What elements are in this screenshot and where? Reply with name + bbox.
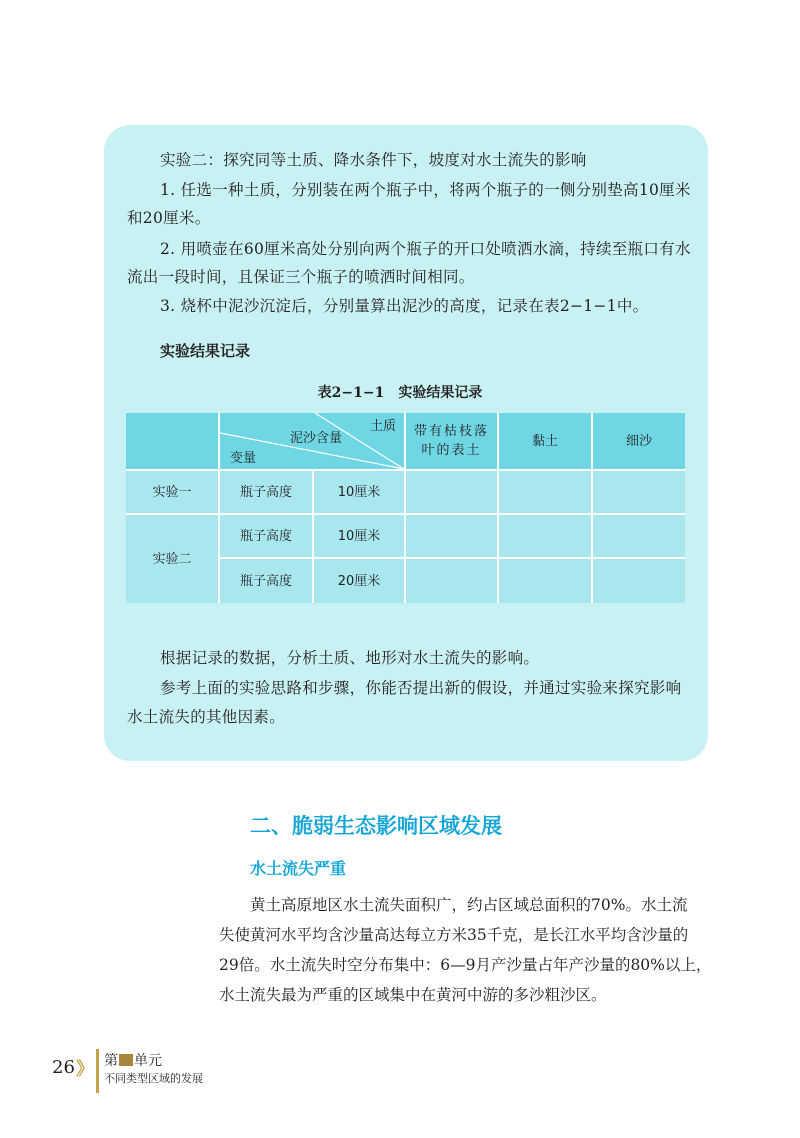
row-group-2: 实验二 bbox=[126, 515, 218, 603]
page-arrows-icon: 》 bbox=[76, 1059, 94, 1080]
section-title: 二、脆弱生态影响区域发展 bbox=[250, 814, 502, 838]
row-2-clay bbox=[499, 515, 591, 557]
diag-label-sediment: 泥沙含量 bbox=[290, 431, 343, 446]
row-1-clay bbox=[499, 471, 591, 513]
row-group-1: 实验一 bbox=[126, 471, 218, 513]
row-2-variable: 瓶子高度 bbox=[220, 515, 312, 557]
row-1-variable: 瓶子高度 bbox=[220, 471, 312, 513]
unit-subtitle: 不同类型区域的发展 bbox=[104, 1072, 203, 1085]
row-1-topsoil bbox=[406, 471, 497, 513]
extend-line-2: 水土流失的其他因素。 bbox=[127, 708, 286, 726]
step-3: 3. 烧杯中泥沙沉淀后，分别量算出泥沙的高度，记录在表2−1−1中。 bbox=[160, 297, 649, 315]
col-header-sand: 细沙 bbox=[593, 413, 685, 469]
diag-label-variable: 变量 bbox=[230, 451, 257, 466]
row-2-sand bbox=[593, 515, 685, 557]
footer-divider bbox=[96, 1049, 99, 1093]
row-3-topsoil bbox=[406, 559, 497, 603]
unit-number-mark bbox=[119, 1054, 133, 1066]
step-2-line-1: 2. 用喷壶在60厘米高处分别向两个瓶子的开口处喷洒水滴，持续至瓶口有水 bbox=[160, 240, 691, 258]
col-header-topsoil: 带有枯枝落叶的表土 bbox=[406, 413, 497, 469]
results-label: 实验结果记录 bbox=[160, 342, 251, 360]
results-table bbox=[126, 413, 685, 603]
row-3-value: 20厘米 bbox=[314, 559, 404, 603]
row-1-sand bbox=[593, 471, 685, 513]
analysis-text: 根据记录的数据，分析土质、地形对水土流失的影响。 bbox=[160, 649, 540, 667]
step-2-line-2: 流出一段时间，且保证三个瓶子的喷洒时间相同。 bbox=[127, 268, 475, 286]
step-1-line-1: 1. 任选一种土质，分别装在两个瓶子中，将两个瓶子的一侧分别垫高10厘米 bbox=[160, 181, 691, 199]
body-line-4: 水土流失最为严重的区域集中在黄河中游的多沙粗沙区。 bbox=[219, 986, 607, 1004]
diag-label-soil: 土质 bbox=[370, 419, 397, 434]
row-2-value: 10厘米 bbox=[314, 515, 404, 557]
unit-suffix: 单元 bbox=[134, 1053, 162, 1069]
step-1-line-2: 和20厘米。 bbox=[127, 209, 211, 227]
unit-prefix: 第 bbox=[104, 1053, 118, 1069]
row-3-sand bbox=[593, 559, 685, 603]
experiment-heading: 实验二：探究同等土质、降水条件下，坡度对水土流失的影响 bbox=[160, 151, 587, 169]
header-corner-left bbox=[126, 413, 218, 469]
row-3-variable: 瓶子高度 bbox=[220, 559, 312, 603]
body-line-2: 失使黄河水平均含沙量高达每立方米35千克，是长江水平均含沙量的 bbox=[219, 926, 689, 944]
col-header-clay: 黏土 bbox=[499, 413, 591, 469]
body-line-1: 黄土高原地区水土流失面积广，约占区域总面积的70%。水土流 bbox=[250, 896, 688, 914]
page-number: 26 bbox=[52, 1057, 75, 1078]
header-diagonal-cell bbox=[220, 413, 404, 469]
subsection-title: 水土流失严重 bbox=[250, 859, 347, 878]
body-line-3: 29倍。水土流失时空分布集中：6—9月产沙量占年产沙量的80%以上， bbox=[219, 956, 712, 974]
unit-label bbox=[104, 1050, 162, 1070]
row-3-clay bbox=[499, 559, 591, 603]
row-2-topsoil bbox=[406, 515, 497, 557]
row-1-value: 10厘米 bbox=[314, 471, 404, 513]
extend-line-1: 参考上面的实验思路和步骤，你能否提出新的假设，并通过实验来探究影响 bbox=[160, 679, 682, 697]
table-title: 表2−1−1 实验结果记录 bbox=[317, 385, 483, 401]
